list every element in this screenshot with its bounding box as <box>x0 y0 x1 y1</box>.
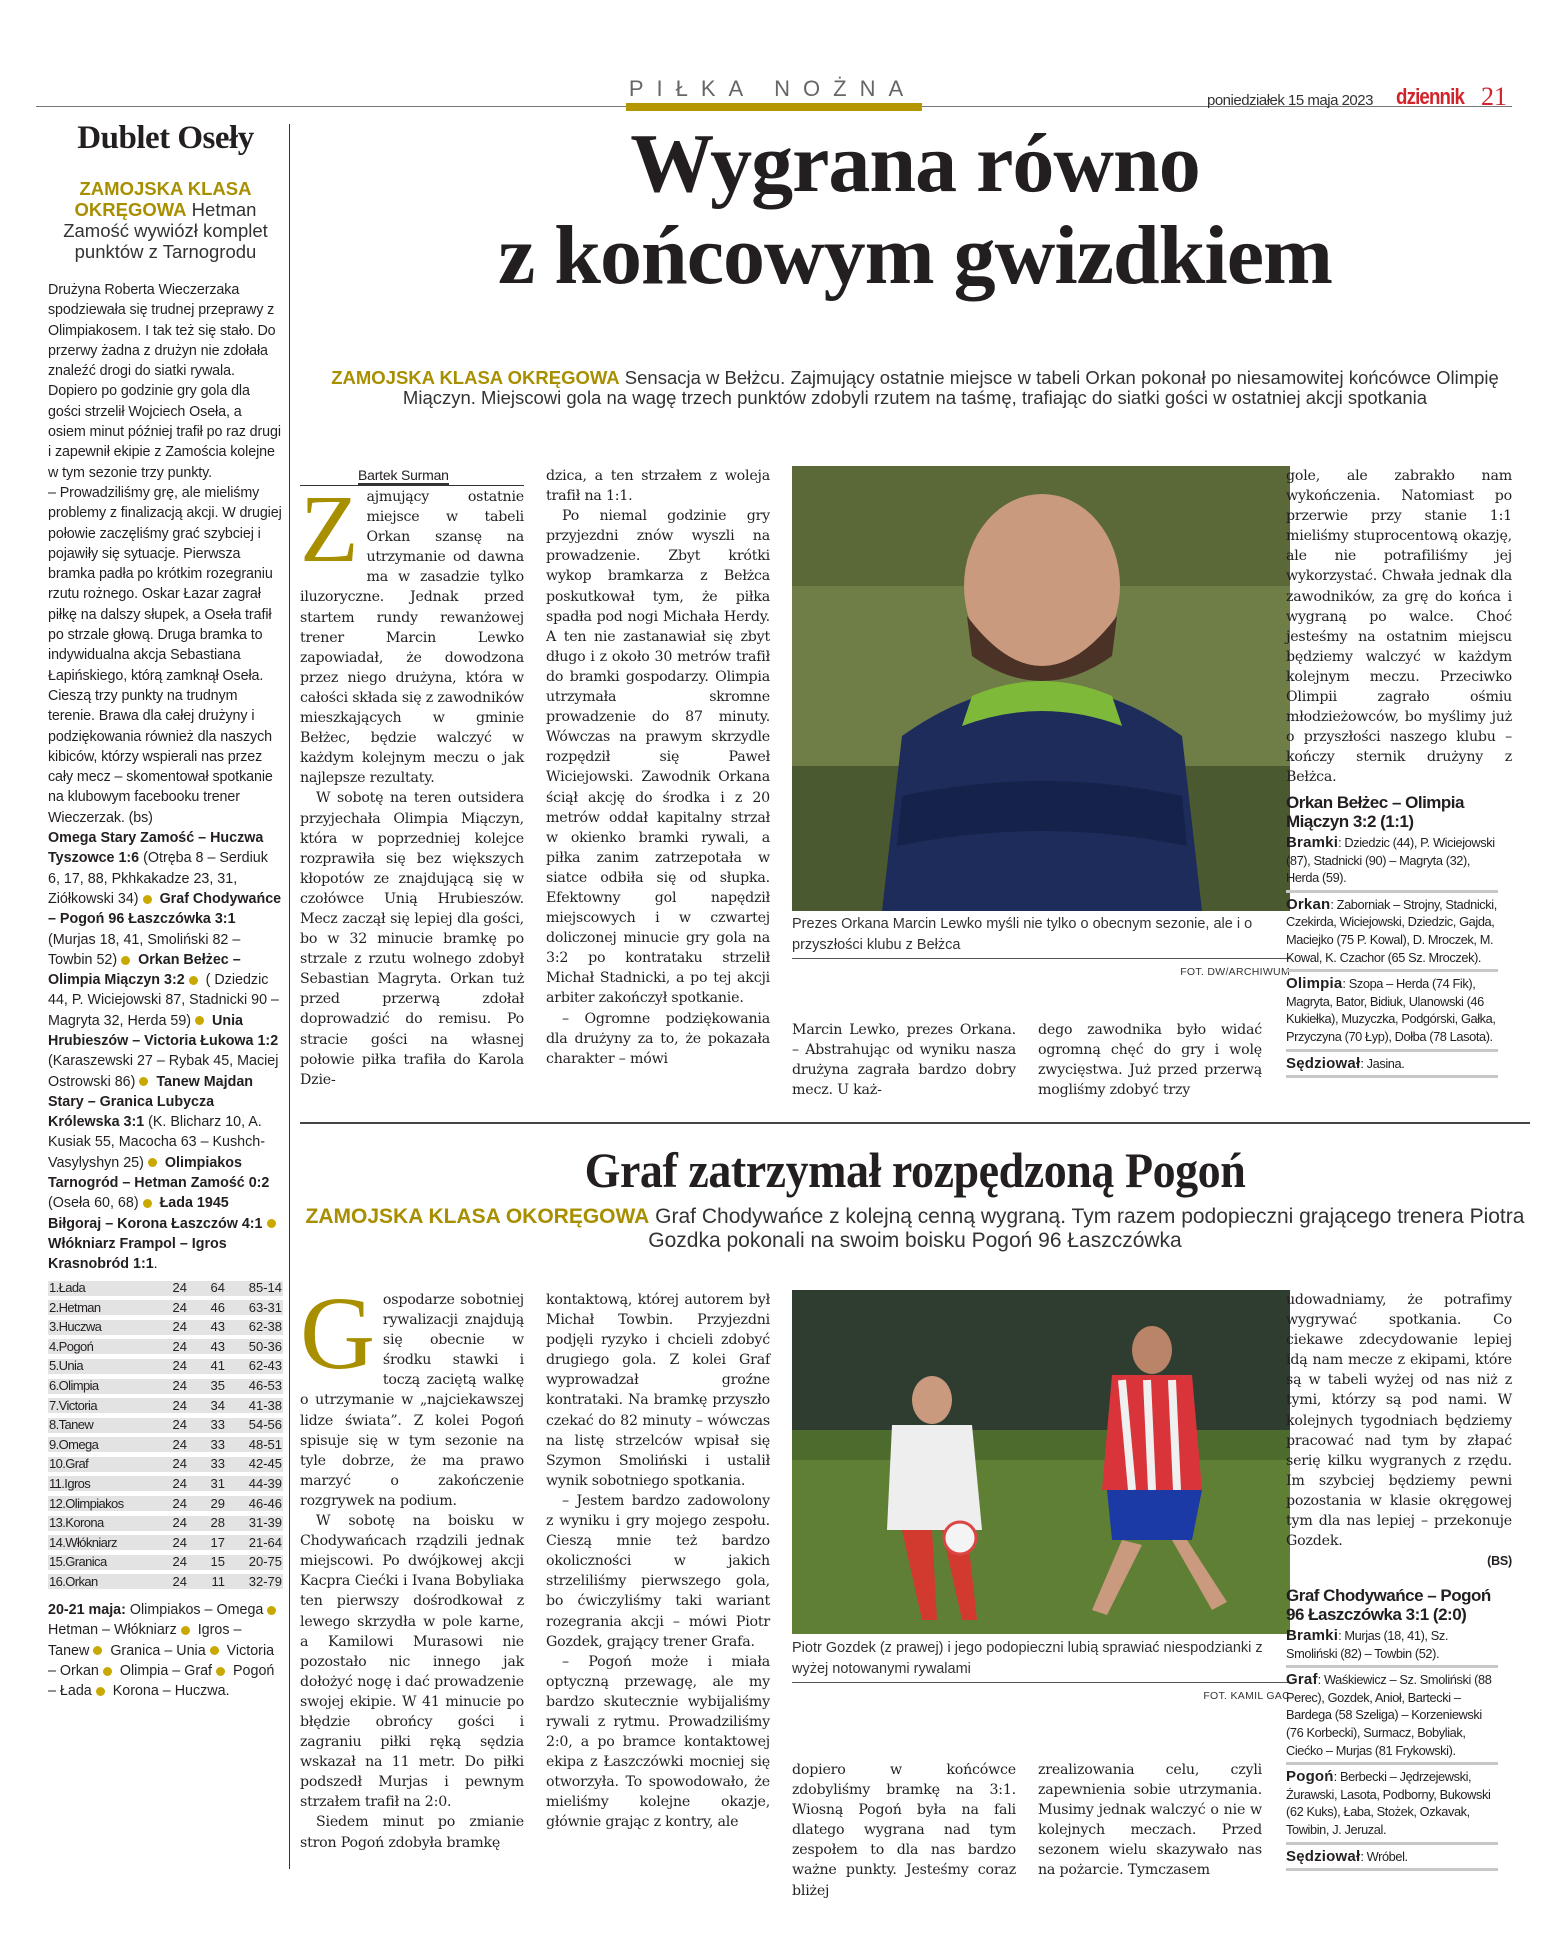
newspaper-logo: dziennik <box>1396 84 1465 109</box>
result-scorers: (Murjas 18, 41, Smoliński 82 – Towbin 52) <box>48 931 241 968</box>
bullet-dot-icon <box>143 1199 152 1208</box>
article-1-column-1 <box>300 466 524 1090</box>
team-name: 16.Orkan <box>49 1573 98 1589</box>
points: 43 <box>210 1338 225 1354</box>
article-2-column-2 <box>546 1290 770 1833</box>
article-2-lead <box>300 1205 1530 1253</box>
team-name: 9.Omega <box>49 1436 99 1452</box>
result-match: Łada 1945 Biłgoraj – Korona Łaszczów 4:1 <box>48 1195 263 1232</box>
bullet-dot-icon <box>96 1687 105 1696</box>
bullet-dot-icon <box>267 1219 276 1228</box>
sidebar-title: Dublet Oseły <box>77 120 254 156</box>
paragraph: – Ogromne podziękowania dla drużyny za to, że pokazała charakter – mówi <box>546 1010 770 1067</box>
matches-played: 24 <box>172 1358 187 1374</box>
factbox-text: : Wróbel. <box>1360 1848 1408 1864</box>
article-1-lead <box>305 368 1525 408</box>
factbox-lineup-home <box>1286 1668 1498 1765</box>
factbox-text: : Jasina. <box>1360 1055 1405 1071</box>
table-row <box>48 1533 283 1553</box>
paragraph: dopiero w końcówce zdobyliśmy bramkę na 3:1. Wiosną Pogoń była na fali dlatego wygrana nad tym zespołem to dla nas bardzo ważne punkty. Jesteśmy coraz bliżej <box>792 1762 1016 1899</box>
paragraph: W sobotę na teren outsidera przyjechała Olimpia Miączyn, która w poprzedniej kolejce rozprawiła się bez większych kłopotów ze znajdującą się w czołówce Unią Hrubieszów. Mecz zaczął się lepiej dla gości, bo w 32 minucie bramkę po strzale z rzutu wolnego zdobył Sebastian Magryta. Orkan tuż przed przerwą zdołał doprowadzić do remisu. Po stracie gości na własnej połowie piłka trafiła do Karola Dzie- <box>300 790 524 1088</box>
table-row-band <box>48 1300 283 1315</box>
article-1-column-4 <box>1038 1020 1262 1100</box>
factbox-label: Bramki <box>1286 834 1339 851</box>
paragraph: W sobotę na boisku w Chodywańcach rządzili jednak miejscowi. Po dwójkowej akcji Kacpra Ciećki i Ivana Bobyliaka ten pierwszy dośrodkował z lewego skrzydła w pole karne, a Kamilowi Murasowi nie pozostało nic innego jak dołożyć nogę i dać prowadzenie swojej ekipie. W 41 minucie po błędzie obrońcy gości i zagraniu piłki ręką sędzia wskazał na 11 metr. Do piłki podszedł Murjas i pewnym strzałem trafił na 2:0. <box>300 1513 524 1811</box>
article-2-column-1 <box>300 1276 524 1853</box>
headline-line: z końcowym gwizdkiem <box>498 209 1332 302</box>
factbox-lineup-home <box>1286 893 1498 972</box>
result-scorers: (Oseła 60, 68) <box>48 1195 139 1212</box>
factbox-lineup-away <box>1286 1765 1498 1844</box>
paragraph: gole, ale zabrakło nam wykończenia. Natomiast po przerwie przy stanie 1:1 mieliśmy stuprocentową okazję, ale nie potrafiliśmy jej wykorzystać. Chwała jednak dla zawodników, za grę do końca i wygraną po walce. Choć jesteśmy na ostatnim miejscu będziemy walczyć w każdym kolejnym meczu. Przeciwko Olimpii zagrało ośmiu młodzieżowców, bo myślimy już o przyszłości naszego klubu – kończy sternik drużyny z Bełżca. <box>1286 468 1512 786</box>
result-scorers: (Otręba 8 – Serdiuk 6, 17, 88, Pkhkakadze 23, 31, Ziółkowski 34) <box>48 850 268 907</box>
bullet-dot-icon <box>139 1077 148 1086</box>
team-name: 2.Hetman <box>49 1299 101 1315</box>
matches-played: 24 <box>172 1397 187 1413</box>
factbox-text: : Berbecki – Jędrzejewski, Żurawski, Lasota, Podborny, Bukowski (62 Kuks), Łaba, Stożek, Ozkavak, Towibin, J. Jeruzal. <box>1286 1769 1491 1837</box>
team-name: 8.Tanew <box>49 1417 94 1433</box>
photo-match-action <box>792 1290 1290 1634</box>
team-name: 11.Igros <box>49 1475 91 1491</box>
factbox-lineup-away <box>1286 972 1498 1051</box>
article-1-headline <box>300 118 1530 302</box>
factbox-referee <box>1286 1052 1498 1079</box>
sidebar-paragraph: Drużyna Roberta Wieczerzaka spodziewała się trudnej przeprawy z Olimpiakosem. I tak też się stało. Do przerwy żadna z drużyn nie zdołała znaleźć drogi do siatki rywala. Dopiero po godzinie gry gola dla gości strzelił Wojciech Oseła, a osiem minut później trafił po raz drugi i zapewnił ekipie z Zamościa kolejne w tym sezonie trzy punkty. <box>48 282 281 481</box>
matches-played: 24 <box>172 1319 187 1335</box>
matches-played: 24 <box>172 1299 187 1315</box>
fixture: Hetman – Włókniarz <box>48 1622 177 1639</box>
photo-1-caption <box>792 914 1290 983</box>
factbox-title: Orkan Bełżec – Olimpia Miączyn 3:2 (1:1) <box>1286 793 1464 831</box>
paragraph-text: ospodarze sobotniej rywalizacji znajdują się obecnie w środku stawki i toczą zaciętą walkę o utrzymanie w „najciekawszej lidze świata”. Z kolei Pogoń spisuje się w tym sezonie na tyle dobrze, że ma prawo marzyć o zakończenie rozgrywek na podium. <box>300 1292 524 1509</box>
goal-difference: 63-31 <box>248 1299 282 1315</box>
sidebar-kicker: ZAMOJSKA KLASA OKRĘGOWA <box>74 178 252 220</box>
matches-played: 24 <box>172 1338 187 1354</box>
league-table <box>48 1279 283 1593</box>
table-row <box>48 1514 283 1534</box>
sidebar-divider <box>289 124 290 1869</box>
caption-text: Piotr Gozdek (z prawej) i jego podopieczni lubią sprawiać niespodzianki z wyżej notowanymi rywalami <box>792 1640 1263 1677</box>
result-match: Włókniarz Frampol – Igros Krasnobród 1:1 <box>48 1235 227 1273</box>
result-scorers: (K. Blicharz 10, A. Kusiak 55, Macocha 63 – Kushch-Vasylyshyn 25) <box>48 1114 265 1171</box>
headline-line: Wygrana równo <box>630 117 1200 210</box>
bullet-dot-icon <box>181 1626 190 1635</box>
points: 17 <box>210 1534 225 1550</box>
bullet-dot-icon <box>189 976 198 985</box>
result-match: Olimpiakos Tarnogród – Hetman Zamość 0:2 <box>48 1154 270 1192</box>
table-row-band <box>48 1379 283 1394</box>
table-row-band <box>48 1281 283 1296</box>
goal-difference: 50-36 <box>248 1338 282 1354</box>
points: 34 <box>210 1397 225 1413</box>
table-row <box>48 1298 283 1318</box>
points: 28 <box>210 1515 225 1531</box>
team-name: 14.Włókniarz <box>49 1534 117 1550</box>
result-scorers: ( Dziedzic 44, P. Wiciejowski 87, Stadnicki 90 – Magryta 32, Herda 59) <box>48 972 279 1029</box>
bullet-dot-icon <box>103 1667 112 1676</box>
paragraph: Siedem minut po zmianie stron Pogoń zdobyła bramkę <box>300 1814 524 1851</box>
factbox-label: Sędziował <box>1286 1847 1361 1865</box>
table-row <box>48 1337 283 1357</box>
table-row <box>48 1396 283 1416</box>
team-name: 3.Huczwa <box>49 1319 102 1335</box>
factbox-title: Graf Chodywańce – Pogoń 96 Łaszczówka 3:1 (2:0) <box>1286 1586 1491 1624</box>
section-accent-bar <box>626 103 922 111</box>
photo-marcin-lewko <box>792 466 1290 911</box>
table-row-band <box>48 1457 283 1472</box>
goal-difference: 21-64 <box>248 1534 282 1550</box>
factbox-text: : Dziedzic (44), P. Wiciejowski (87), Stadnicki (90) – Magryta (32), Herda (59). <box>1286 835 1495 886</box>
paragraph <box>300 1276 524 1511</box>
fixture: Igros – Tanew <box>48 1622 242 1659</box>
goal-difference: 62-38 <box>248 1319 282 1335</box>
team-name: 1.Łada <box>49 1280 86 1296</box>
result-match: Graf Chodywańce – Pogoń 96 Łaszczówka 3:1 <box>48 890 282 928</box>
sidebar <box>48 118 283 1702</box>
result-match: Tanew Majdan Stary – Granica Lubycza Królewska 3:1 <box>48 1073 254 1131</box>
factbox-label: Sędziował <box>1286 1054 1361 1072</box>
dropcap: Z <box>300 475 359 582</box>
points: 64 <box>210 1280 225 1296</box>
team-name: 12.Olimpiakos <box>49 1495 124 1511</box>
results-list <box>48 828 283 1275</box>
team-name: 15.Granica <box>49 1554 107 1570</box>
lead-text: Sensacja w Bełżcu. Zajmujący ostatnie miejsce w tabeli Orkan pokonał po niesamowitej końcówce Olimpię Miączyn. Miejscowi gola na wagę trzech punktów zdobyli rzutem na taśmę, trafiając do siatki gości w ostatniej akcji spotkania <box>402 367 1499 408</box>
bullet-dot-icon <box>210 1646 219 1655</box>
team-name: 13.Korona <box>49 1515 104 1531</box>
result-match: Omega Stary Zamość – Huczwa Tyszowce 1:6 <box>48 830 264 867</box>
table-row-band <box>48 1398 283 1413</box>
points: 29 <box>210 1495 225 1511</box>
goal-difference: 41-38 <box>248 1397 282 1413</box>
table-row-band <box>48 1535 283 1550</box>
goal-difference: 85-14 <box>248 1280 282 1296</box>
points: 41 <box>210 1358 225 1374</box>
table-row <box>48 1357 283 1377</box>
paragraph: zrealizowania celu, czyli zapewnienia sobie utrzymania. Musimy jednak walczyć o nie w kolejnych meczach. Przed sezonem wielu skazywało nas na pożarcie. Tymczasem <box>1038 1762 1262 1879</box>
table-row-band <box>48 1496 283 1511</box>
paragraph: udowadniamy, że potrafimy wygrywać spotkania. Co ciekawe zdecydowanie lepiej idą nam mecze z ekipami, które są w tabeli wyżej od nas niż z tymi, którzy są pod nami. W kolejnych tygodniach będziemy pracować nad tym by złapać serię kilku wygranych z rzędu. Im szybciej będziemy pewni pozostania w klasie okręgowej tym dla nas lepiej – przekonuje Gozdek. <box>1286 1292 1512 1550</box>
points: 33 <box>210 1456 225 1472</box>
paragraph: kontaktową, której autorem był Michał Towbin. Przyjezdni podjęli ryzyko i chcieli zdobyć drugiego gola. Z kolei Graf wyprowadzał groźne kontrataki. Na bramkę przyszło czekać do 82 minuty – wówczas na listę strzelców wpisał się Szymon Smoliński i ustalił wynik sobotniego spotkania. <box>546 1292 770 1489</box>
goal-difference: 62-43 <box>248 1358 282 1374</box>
points: 43 <box>210 1319 225 1335</box>
table-row <box>48 1318 283 1338</box>
result-match: Orkan Bełżec – Olimpia Miączyn 3:2 <box>48 951 241 989</box>
article-2-column-5 <box>1286 1290 1512 1571</box>
table-row-band <box>48 1516 283 1531</box>
caption-rule <box>792 958 1290 959</box>
table-row-band <box>48 1437 283 1452</box>
paragraph: dego zawodnika było widać ogromną chęć do gry i wolę zwycięstwa. Już przed przerwą mogliśmy zdobyć trzy <box>1038 1022 1262 1099</box>
matches-played: 24 <box>172 1436 187 1452</box>
matches-played: 24 <box>172 1534 187 1550</box>
article-2-column-3 <box>792 1760 1016 1901</box>
paragraph: – Pogoń może i miała optyczną przewagę, ale my bardzo skutecznie wybijaliśmy rywali z rytmu. Prowadziliśmy 2:0, a po bramce kontaktowej ekipa z Łaszczówki mocniej się otworzyła. To spowodowało, że mieliśmy kolejne okazje, głównie grając z kontry, ale <box>546 1653 770 1831</box>
table-row-band <box>48 1418 283 1433</box>
goal-difference: 31-39 <box>248 1515 282 1531</box>
matches-played: 24 <box>172 1378 187 1394</box>
goal-difference: 46-53 <box>248 1378 282 1394</box>
goal-difference: 20-75 <box>248 1554 282 1570</box>
table-row <box>48 1416 283 1436</box>
fixture: Pogoń – Łada <box>48 1662 275 1700</box>
factbox-label: Graf <box>1286 1671 1318 1689</box>
team-name: 10.Graf <box>49 1456 89 1472</box>
bullet-dot-icon <box>93 1646 102 1655</box>
table-row-band <box>48 1476 283 1491</box>
caption-rule <box>792 1682 1290 1683</box>
sidebar-lead <box>48 178 283 262</box>
factbox-text: : Zaborniak – Strojny, Stadnicki, Czekirda, Wiciejowski, Dziedzic, Gajda, Maciejko (75 P. Kowal), D. Mroczek, M. Kowal, K. Czachor (65 Sz. Mroczek). <box>1286 896 1497 965</box>
matches-played: 24 <box>172 1573 187 1589</box>
bullet-dot-icon <box>216 1667 225 1676</box>
table-row <box>48 1494 283 1514</box>
team-name: 5.Unia <box>49 1358 83 1374</box>
photo-illustration <box>792 1290 1290 1634</box>
goal-difference: 48-51 <box>248 1436 282 1452</box>
fixture: Granica – Unia <box>110 1642 206 1659</box>
goal-difference: 32-79 <box>248 1573 282 1589</box>
table-row <box>48 1279 283 1299</box>
fixture: Olimpia – Graf <box>119 1662 213 1679</box>
paragraph: Po niemal godzinie gry przyjezdni znów wyszli na prowadzenie. Zbyt krótki wykop bramkarza z Bełżca poskutkował tym, że piłka spadła pod nogi Michała Herdy. A ten nie zastanawiał się zbyt długo i z około 30 metrów trafił do bramki gospodarzy. Olimpia utrzymała skromne prowadzenie do 87 minuty. Wówczas na prawym skrzydle rozpędził się Paweł Wiciejowski. Zawodnik Orkana ściął akcję do środka i z 20 metrów oddał kapitalny strzał w okienko bramki rywali, a piłka zanim zatrzepotała w siatce odbiła się od słupka. Efektowny gol napędził miejscowych i w czwartej doliczonej minucie gry gola na 3:2 po kontrataku strzelił Michał Stadnicki, a po tej akcji arbiter zakończył spotkanie. <box>546 508 770 1007</box>
dropcap: G <box>300 1276 375 1391</box>
next-round <box>48 1600 283 1701</box>
fixture: Olimpiakos – Omega <box>129 1602 264 1619</box>
sidebar-lead-text: Hetman Zamość wywiózł komplet punktów z Tarnogrodu <box>63 199 268 262</box>
fixture: Victoria – Orkan <box>48 1642 275 1679</box>
points: 33 <box>210 1417 225 1433</box>
paragraph-text: ajmujący ostatnie miejsce w tabeli Orkan szansę na utrzymanie od dawna ma w zasadzie tylko iluzoryczne. Jednak przed startem rundy rewanżowej trener Marcin Lewko zapowiadał, że dowodzona przez niego drużyna, która w całości składa się z zawodników mieszkających w gminie Bełżec, będzie walczyć w każdym kolejnym meczu o jak najlepsze rezultaty. <box>300 489 524 787</box>
points: 15 <box>210 1554 225 1570</box>
table-row <box>48 1377 283 1397</box>
article-divider <box>300 1122 1530 1124</box>
team-name: 7.Victoria <box>49 1397 97 1413</box>
paragraph: – Jestem bardzo zadowolony z wyniku i gry mojego zespołu. Cieszą mnie też bardzo okoliczności w jakich strzeliliśmy pierwszego gola, bo ćwiczyliśmy taki wariant rozegrania akcji – mówi Piotr Gozdek, grający trener Grafa. <box>546 1492 770 1650</box>
bullet-dot-icon <box>195 1016 204 1025</box>
page-number: 21 <box>1481 82 1507 111</box>
article-2-headline: Graf zatrzymał rozpędzoną Pogoń <box>584 1142 1246 1198</box>
next-round-label: 20-21 maja: <box>48 1602 126 1619</box>
goal-difference: 46-46 <box>248 1495 282 1511</box>
table-row <box>48 1553 283 1573</box>
lead-text: Graf Chodywańce z kolejną cenną wygraną. Tym razem podopieczni grającego trenera Piotra Gozdka pokonali na swoim boisku Pogoń 96 Łaszczówka <box>648 1205 1525 1252</box>
article-1-column-3 <box>792 1020 1016 1100</box>
factbox-referee <box>1286 1845 1498 1872</box>
factbox-label: Pogoń <box>1286 1768 1334 1786</box>
article-2-kicker: ZAMOJSKA KLASA OKORĘGOWA <box>305 1205 650 1228</box>
match-factbox-2 <box>1286 1586 1498 1871</box>
table-row-band <box>48 1359 283 1374</box>
bullet-dot-icon <box>143 895 152 904</box>
goal-difference: 42-45 <box>248 1456 282 1472</box>
photo-illustration <box>792 466 1290 911</box>
table-row <box>48 1455 283 1475</box>
team-name: 6.Olimpia <box>49 1378 99 1394</box>
factbox-text: : Szopa – Herda (74 Fik), Magryta, Bator, Bidiuk, Ulanowski (46 Kukiełka), Muzyczka, Podgórski, Gałka, Przyczyna (70 Łyp), Dołba (78 Lasota). <box>1286 976 1496 1044</box>
bullet-dot-icon <box>148 1158 157 1167</box>
table-row <box>48 1474 283 1494</box>
matches-played: 24 <box>172 1495 187 1511</box>
matches-played: 24 <box>172 1456 187 1472</box>
bullet-dot-icon <box>121 956 130 965</box>
article-1-column-2 <box>546 466 770 1069</box>
factbox-text: : Murjas (18, 41), Sz. Smoliński (82) – Towbin (52). <box>1286 1628 1449 1661</box>
paragraph: Marcin Lewko, prezes Orkana. – Abstrahując od wyniku nasza drużyna zagrała bardzo dobry mecz. U każ- <box>792 1022 1016 1099</box>
factbox-goals <box>1286 831 1498 893</box>
factbox-label: Orkan <box>1286 895 1331 913</box>
bullet-dot-icon <box>267 1606 276 1615</box>
table-row <box>48 1572 283 1592</box>
matches-played: 24 <box>172 1417 187 1433</box>
matches-played: 24 <box>172 1475 187 1491</box>
author-signature: (BS) <box>1487 1554 1512 1569</box>
table-row-band <box>48 1339 283 1354</box>
table-row-band <box>48 1574 283 1589</box>
photo-2-caption <box>792 1638 1290 1707</box>
section-label: PIŁKA NOŻNA <box>628 76 917 101</box>
article-1-kicker: ZAMOJSKA KLASA OKRĘGOWA <box>331 367 620 388</box>
points: 46 <box>210 1299 225 1315</box>
factbox-label: Bramki <box>1286 1627 1339 1644</box>
table-row-band <box>48 1320 283 1335</box>
points: 33 <box>210 1436 225 1452</box>
matches-played: 24 <box>172 1515 187 1531</box>
factbox-label: Olimpia <box>1286 975 1343 993</box>
result-match: Unia Hrubieszów – Victoria Łukowa 1:2 <box>48 1012 279 1049</box>
article-1-column-5 <box>1286 466 1512 788</box>
factbox-text: : Waśkiewicz – Sz. Smoliński (88 Perec), Gozdek, Anioł, Bartecki – Bardega (58 Szeliga) – Korzeniewski (76 Korbecki), Surmacz, Bobyliak, Ciećko – Murjas (81 Frykowski). <box>1286 1672 1492 1758</box>
table-row-band <box>48 1555 283 1570</box>
issue-date: poniedziałek 15 maja 2023 <box>1207 92 1373 109</box>
goal-difference: 54-56 <box>248 1417 282 1433</box>
fixture: Korona – Huczwa. <box>112 1683 230 1700</box>
sidebar-paragraph: – Prowadziliśmy grę, ale mieliśmy problemy z finalizacją akcji. W drugiej połowie zaczęliśmy grać szybciej i pojawiły się sytuacje. Pierwsza bramka padła po krótkim rozegraniu rzutu rożnego. Oskar Łazar zagrał piłkę na dalszy słupek, a Oseła trafił po strzale głową. Druga bramka to indywidualna akcja Sebastiana Łapińskiego, którą zamknął Oseła. Cieszą trzy punkty na trudnym terenie. Brawa dla całej drużyny i podziękowania również dla naszych kibiców, którzy wspierali nas przez cały mecz – skomentował spotkanie na klubowym facebooku trener Wieczerzak. (bs) <box>48 484 282 826</box>
caption-text: Prezes Orkana Marcin Lewko myśli nie tylko o obecnym sezonie, ale i o przyszłości klubu z Bełżca <box>792 916 1253 953</box>
result-scorers: . <box>153 1256 158 1273</box>
matches-played: 24 <box>172 1280 187 1296</box>
photo-credit: FOT. DW/ARCHIWUM <box>1180 966 1290 978</box>
factbox-goals <box>1286 1624 1498 1668</box>
sidebar-body <box>48 280 283 828</box>
paragraph: dzica, a ten strzałem z woleja trafił na 1:1. <box>546 468 770 505</box>
table-row <box>48 1435 283 1455</box>
points: 31 <box>210 1475 225 1491</box>
goal-difference: 44-39 <box>248 1475 282 1491</box>
match-factbox-1 <box>1286 793 1498 1078</box>
matches-played: 24 <box>172 1554 187 1570</box>
team-name: 4.Pogoń <box>49 1338 94 1354</box>
photo-credit: FOT. KAMIL GAC <box>1203 1690 1290 1702</box>
points: 11 <box>211 1573 225 1589</box>
article-2-column-4 <box>1038 1760 1262 1881</box>
points: 35 <box>210 1378 225 1394</box>
result-scorers: (Karaszewski 27 – Rybak 45, Maciej Ostrowski 86) <box>48 1053 279 1090</box>
author-name: Bartek Surman <box>358 467 449 486</box>
